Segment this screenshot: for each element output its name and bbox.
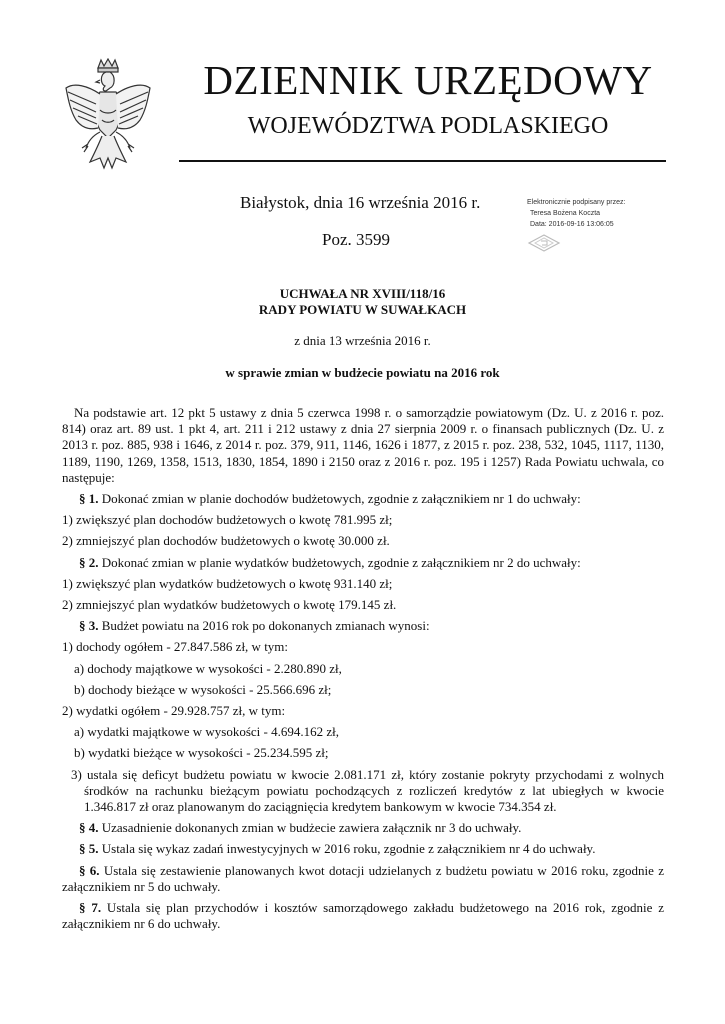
masthead-title: DZIENNIK URZĘDOWY: [203, 57, 653, 103]
section-3-item-1: 1) dochody ogółem - 27.847.586 zł, w tym:: [62, 639, 289, 655]
section-2-item-2: 2) zmniejszyć plan wydatków budżetowych o kwotę 179.145 zł.: [62, 597, 397, 613]
section-2-text: Dokonać zmian w planie wydatków budżetowych, zgodnie z załącznikiem nr 2 do uchwały:: [98, 554, 581, 570]
section-7-label: § 7.: [79, 900, 102, 916]
section-2: [62, 555, 664, 571]
section-3-item-2b: b) wydatki bieżące w wysokości - 25.234.595 zł;: [74, 745, 329, 761]
section-1-item-1: 1) zwiększyć plan dochodów budżetowych o kwotę 781.995 zł;: [62, 512, 393, 528]
signer-name: Teresa Bożena Koczta: [530, 210, 601, 217]
section-6: [62, 863, 664, 895]
section-4-text: Uzasadnienie dokonanych zmian w budżecie zawiera załącznik nr 3 do uchwały.: [98, 820, 522, 836]
masthead-subtitle: WOJEWÓDZTWA PODLASKIEGO: [247, 113, 609, 139]
section-3-item-1b: b) dochody bieżące w wysokości - 25.566.696 zł;: [74, 681, 332, 697]
section-3-item-2: 2) wydatki ogółem - 29.928.757 zł, w tym:: [62, 703, 286, 719]
section-5: [62, 841, 664, 857]
section-1-text: Dokonać zmian w planie dochodów budżetowych, zgodnie z załącznikiem nr 1 do uchwały:: [98, 491, 581, 507]
section-3: [62, 618, 664, 634]
signature-stamp-icon: [527, 233, 561, 253]
section-7: [62, 900, 664, 932]
section-3-item-3: 3) ustala się deficyt budżetu powiatu w kwocie 2.081.171 zł, który zostanie pokryty przychodami z wolnych środków na rachunku bieżącym powiatu pochodzących z rozliczeń kredytów z lat ubiegłych w kwocie 1.346.817 zł oraz planowanym do zaciągnięcia kredytem bankowym w kwocie 734.354 zł.: [71, 766, 664, 815]
section-2-label: § 2.: [79, 554, 99, 570]
section-2-item-1: 1) zwiększyć plan wydatków budżetowych o kwotę 931.140 zł;: [62, 575, 393, 591]
section-3-item-2a: a) wydatki majątkowe w wysokości - 4.694.162 zł,: [74, 724, 340, 740]
section-5-label: § 5.: [79, 841, 99, 857]
section-1-label: § 1.: [79, 491, 99, 507]
act-issuer: RADY POWIATU W SUWAŁKACH: [258, 302, 467, 317]
section-3-label: § 3.: [79, 618, 99, 634]
electronic-signature-block: [527, 197, 667, 230]
section-6-label: § 6.: [79, 862, 100, 878]
place-and-date: Białystok, dnia 16 września 2016 r.: [240, 193, 481, 212]
section-6-text: Ustala się zestawienie planowanych kwot dotacji udzielanych z budżetu powiatu w 2016 roku, zgodnie z załącznikiem nr 5 do uchwały.: [62, 862, 665, 894]
signature-label: Elektronicznie podpisany przez:: [527, 199, 626, 206]
act-body: [62, 405, 664, 932]
section-4: [62, 820, 664, 836]
act-subject: w sprawie zmian w budżecie powiatu na 2016 rok: [225, 365, 500, 380]
section-7-text: Ustala się plan przychodów i kosztów samorządowego zakładu budżetowego na 2016 rok, zgodnie z załącznikiem nr 6 do uchwały.: [62, 900, 665, 932]
masthead-divider: [179, 160, 666, 162]
section-3-item-1a: a) dochody majątkowe w wysokości - 2.280.890 zł,: [74, 660, 342, 676]
signature-date: Data: 2016-09-16 13:06:05: [530, 221, 614, 228]
polish-eagle-emblem-icon: [60, 58, 156, 178]
section-1: [62, 491, 664, 507]
section-4-label: § 4.: [79, 820, 99, 836]
section-5-text: Ustala się wykaz zadań inwestycyjnych w 2016 roku, zgodnie z załącznikiem nr 4 do uchwały.: [98, 841, 596, 857]
section-3-text: Budżet powiatu na 2016 rok po dokonanych zmianach wynosi:: [98, 618, 430, 634]
act-title: UCHWAŁA NR XVIII/118/16: [279, 286, 446, 301]
act-adoption-date: z dnia 13 września 2016 r.: [294, 333, 431, 348]
preamble: Na podstawie art. 12 pkt 5 ustawy z dnia 5 czerwca 1998 r. o samorządzie powiatowym (Dz. U. z 2016 r. poz. 814) oraz art. 89 ust. 1 pkt 4, art. 211 i 212 ustawy z dnia 27 sierpnia 2009 r. o finansach publicznych (Dz. U. z 2013 r. poz. 885, 938 i 1646, z 2014 r. poz. 379, 911, 1146, 1626 i 1877, z 2015 r. poz. 238, 532, 1045, 1117, 1130, 1189, 1190, 1269, 1358, 1513, 1830, 1854, 1890 i 2150 oraz z 2016 r. poz. 195 i 1257) Rada Powiatu uchwala, co następuje:: [62, 405, 664, 485]
position-number: Poz. 3599: [322, 230, 390, 249]
section-1-item-2: 2) zmniejszyć plan dochodów budżetowych o kwotę 30.000 zł.: [62, 533, 390, 549]
